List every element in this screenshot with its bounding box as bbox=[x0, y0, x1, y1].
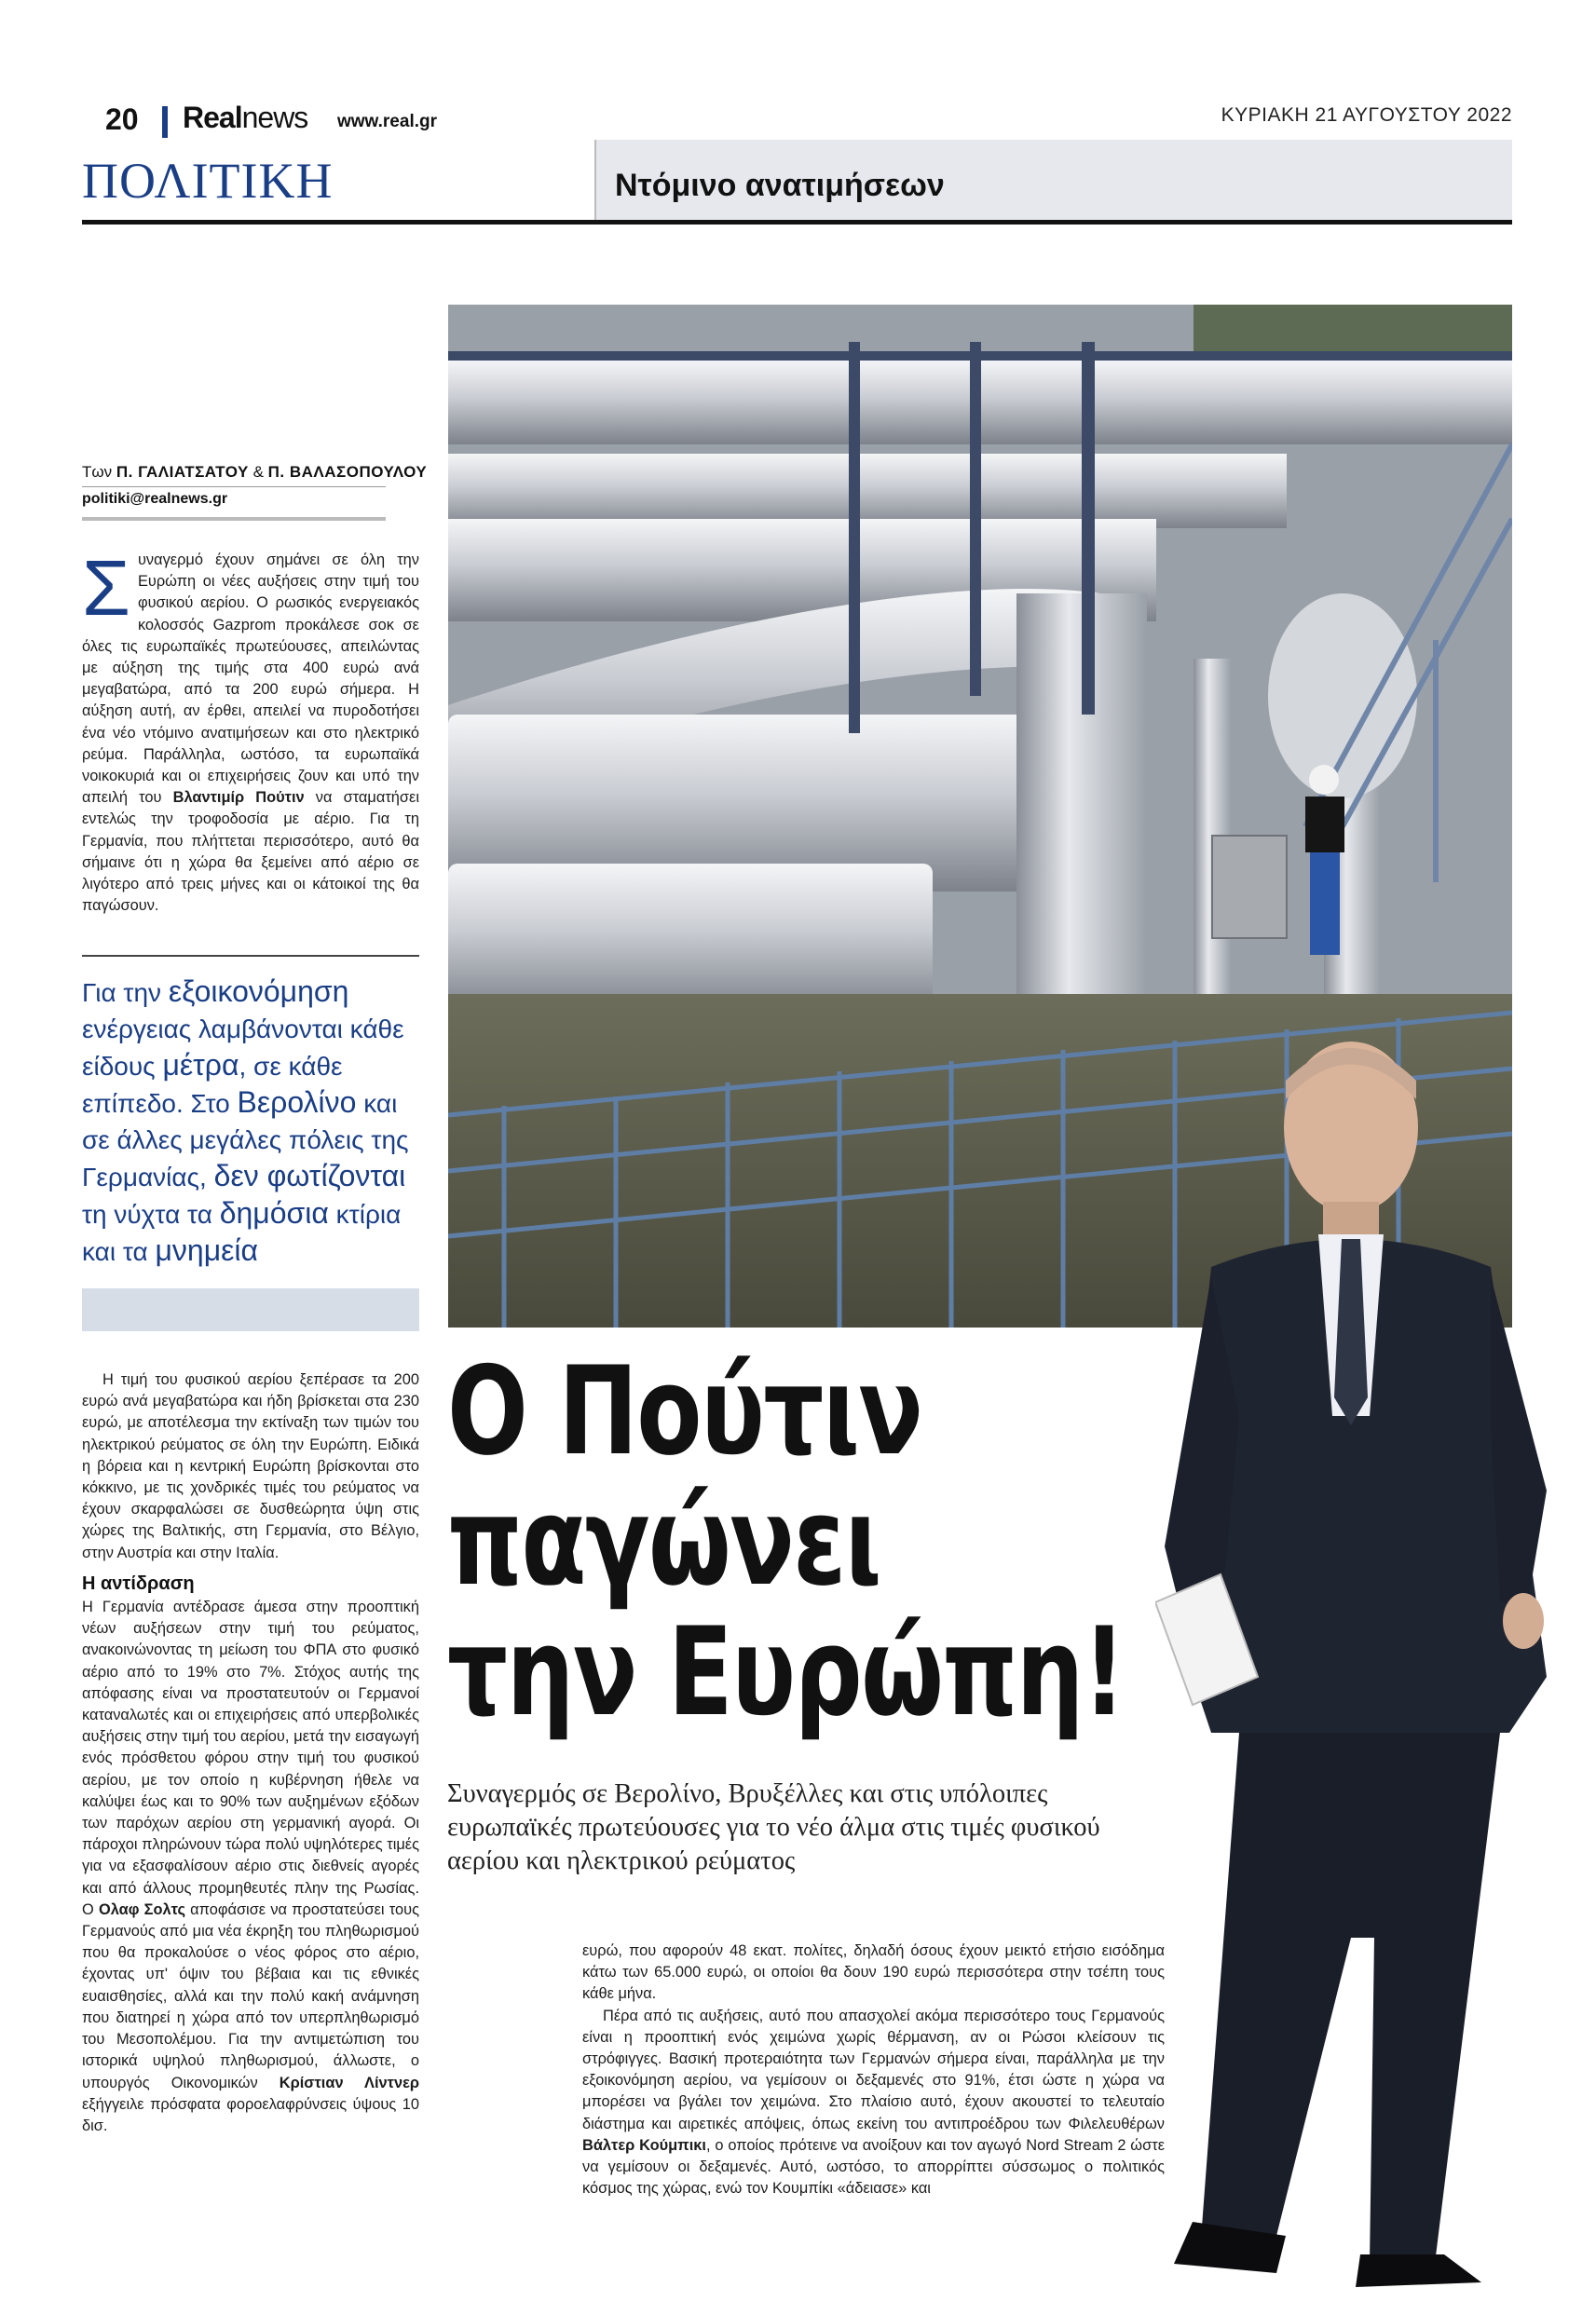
intro-text-b: να σταματήσει εντελώς την τροφοδοσία με αέριο. Για τη Γερμανία, που πλήττεται περισσότερο, αυτό θα σήμαινε ότι η χώρα θα ξεμείνει από αέριο σε λιγότερο από τρεις μήνες και οι κάτοικοί της θα παγώσουν. bbox=[82, 789, 419, 915]
headline bbox=[447, 1340, 1125, 1743]
paragraph-prices: Η τιμή του φυσικού αερίου ξεπέρασε τα 200 ευρώ ανά μεγαβατώρα και ήδη βρίσκεται στα 230 ευρώ, με αποτέλεσμα την εκτίναξη των τιμών του ηλεκτρικού ρεύματος σε όλη την Ευρώπη. Ειδικά η βόρεια και η κεντρική Ευρώπη βρίσκονται στο κόκκινο, με τις χονδρικές τιμές του ρεύματος να έχουν σκαρφαλώσει σε δυσθεώρητα ύψη στις χώρες της Βαλτικής, στη Γερμανία, στο Βέλγιο, στην Αυστρία και στην Ιταλία. bbox=[82, 1371, 419, 1561]
putin-photo bbox=[1155, 1025, 1575, 2310]
byline-prefix: Των bbox=[82, 463, 113, 481]
headline-deck: Συναγερμός σε Βερολίνο, Βρυξέλλες και στις υπόλοιπες ευρωπαϊκές πρωτεύουσες για το νέο άλμα στις τιμές φυσικού αερίου και ηλεκτρικού ρεύματος bbox=[447, 1779, 1100, 1875]
byline-author-1: Π. ΓΑΛΙΑΤΣΑΤΟΥ bbox=[116, 463, 249, 481]
issue-date: ΚΥΡΙΑΚΗ 21 ΑΥΓΟΥΣΤΟΥ 2022 bbox=[1221, 104, 1512, 126]
pullquote-emphasis: μνημεία bbox=[155, 1233, 259, 1267]
section-title: ΠΟΛΙΤΙΚΗ bbox=[82, 153, 334, 209]
pullquote-text: κτίρια και τα bbox=[82, 1200, 402, 1266]
headline-line-2: παγώνει bbox=[447, 1470, 880, 1613]
name-scholz: Ολαφ Σολτς bbox=[98, 1900, 185, 1918]
header-rule bbox=[82, 220, 1512, 225]
pullquote-text: ενέργειας λαμβάνονται κάθε είδους bbox=[82, 1015, 404, 1081]
byline-rule-thick bbox=[82, 517, 386, 521]
article-column-2 bbox=[582, 1941, 1165, 2199]
pullquote-emphasis: δεν φωτίζονται bbox=[213, 1159, 406, 1192]
paragraph-text: εξήγγειλε πρόσφατα φοροελαφρύνσεις ύψους 10 δισ. bbox=[82, 2095, 419, 2134]
paragraph-winter bbox=[582, 2006, 1165, 2200]
subheading-reaction: Η αντίδραση bbox=[82, 1573, 195, 1594]
headline-line-1: Ο Πούτιν bbox=[447, 1340, 922, 1482]
page-number: 20 bbox=[105, 102, 139, 136]
page-number-divider bbox=[162, 106, 168, 138]
pullquote-emphasis: δημόσια bbox=[219, 1196, 329, 1230]
name-lindner: Κρίστιαν Λίντνερ bbox=[279, 2074, 419, 2091]
name-kubicki: Βάλτερ Κούμπικι bbox=[582, 2136, 706, 2154]
brand-url: www.real.gr bbox=[337, 112, 437, 131]
pullquote-emphasis: εξοικονόμηση bbox=[168, 974, 349, 1008]
byline-rule bbox=[82, 486, 386, 487]
byline-email: politiki@realnews.gr bbox=[82, 491, 228, 507]
topic-divider bbox=[594, 140, 596, 222]
brand-logo bbox=[183, 101, 307, 135]
topic-title: Ντόμινο ανατιμήσεων bbox=[615, 168, 945, 203]
paragraph-text: αποφάσισε να προστατεύσει τους Γερμανούς από μια νέα έκρηξη του πληθωρισμού που θα προκαλούσε ο νέος φόρος στο αέριο, έχοντας υπ' όψιν του βέβαια και τις εθνικές ευαισθησίες, αλλά και την πολύ κακή ανάμνηση που διατηρεί η χώρα από τον υπερπληθωρισμό του Μεσοπολέμου. Για την αντιμετώπιση του ιστορικά υψηλού πληθωρισμού, άλλωστε, ο υπουργός Οικονομικών bbox=[82, 1900, 419, 2091]
article-column-1 bbox=[82, 1369, 419, 2137]
intro-name-putin: Βλαντιμίρ Πούτιν bbox=[172, 789, 305, 807]
drop-cap: Σ bbox=[82, 544, 130, 632]
brand-logo-regular: news bbox=[241, 101, 308, 134]
pullquote-rule bbox=[82, 955, 419, 957]
pullquote-text: Για την bbox=[82, 978, 169, 1007]
headline-line-3: την Ευρώπη! bbox=[447, 1600, 1125, 1743]
pullquote-bar bbox=[82, 1288, 419, 1331]
pullquote-emphasis: μέτρα bbox=[162, 1048, 239, 1082]
pullquote-emphasis: Βερολίνο bbox=[237, 1085, 357, 1119]
brand-logo-bold: Real bbox=[183, 101, 242, 134]
byline-author-2: Π. ΒΑΛΑΣΟΠΟΥΛΟΥ bbox=[267, 463, 428, 481]
paragraph-text: , ο οποίος πρότεινε να ανοίξουν και τον αγωγό Nord Stream 2 ώστε να γεμίσουν οι δεξαμενές. Αυτό, ωστόσο, το απορρίπτει σύσσωμος ο πολιτικός κόσμος της χώρας, ενώ τον Κουμπίκι «άδειασε» και bbox=[582, 2136, 1166, 2198]
pullquote-text: και σε άλλες μεγάλες πόλεις της Γερμανίας, bbox=[82, 1089, 409, 1192]
paragraph-text: Η Γερμανία αντέδρασε άμεσα στην προοπτική νέων αυξήσεων στην τιμή του ρεύματος, ανακοινώνοντας τη μείωση του ΦΠΑ στο φυσικό αέριο από το 19% στο 7%. Στόχος αυτής της απόφασης είναι να προστατευτούν οι Γερμανοί καταναλωτές και οι επιχειρήσεις από υπερβολικές αυξήσεις στην τιμή του αερίου, μετά την εισαγωγή ενός πρόσθετου φόρου στην τιμή του φυσικού αερίου, με τον οποίο η κυβέρνηση ήθελε να καλύψει έως και το 90% των αυξημένων εξόδων των παρόχων αερίου στη γερμανική αγορά. Οι πάροχοι πληρώνουν τώρα πολύ υψηλότερες τιμές για να εξασφαλίσουν αέριο στις διεθνείς αγορές και από άλλους προμηθευτές πλην της Ρωσίας. Ο bbox=[82, 1599, 419, 1918]
paragraph-reaction bbox=[82, 1597, 419, 2137]
pullquote bbox=[82, 974, 419, 1270]
intro-text-a: υναγερμό έχουν σημάνει σε όλη την Ευρώπη οι νέες αυξήσεις στην τιμή του φυσικού αερίου. Ο ρωσικός ενεργειακός κολοσσός Gazprom προκάλεσε σοκ σε όλες τις ευρωπαϊκές πρωτεύουσες, απειλώντας με αύξηση της τιμής στα 400 ευρώ ανά μεγαβατώρα, από τα 200 ευρώ σήμερα. Η αύξηση αυτή, αν έρθει, απειλεί να πυροδοτήσει ένα νέο ντόμινο ανατιμήσεων και στο ηλεκτρικό ρεύμα. Παράλληλα, ωστόσο, τα ευρωπαϊκά νοικοκυριά και οι επιχειρήσεις ζουν και υπό την απειλή του bbox=[82, 552, 419, 807]
paragraph-text: Πέρα από τις αυξήσεις, αυτό που απασχολεί ακόμα περισσότερο τους Γερμανούς είναι η προοπτική ενός χειμώνα χωρίς θέρμανση, αν οι Ρώσοι κλείσουν τις στρόφιγγες. Βασική προτεραιότητα των Γερμανών σήμερα είναι, παράλληλα με την εξοικονόμηση αερίου, να γεμίσουν οι δεξαμενές στο 91%, έτσι ώστε η χώρα να μπορέσει να βγάλει τον χειμώνα. Στο πλαίσιο αυτό, έχουν ακουστεί το τελευταίο διάστημα και αιρετικές απόψεις, όπως εκείνη του αντιπροέδρου των Φιλελευθέρων bbox=[582, 2007, 1165, 2132]
article-intro bbox=[82, 544, 419, 917]
pullquote-text: τη νύχτα τα bbox=[82, 1200, 220, 1229]
paragraph-tax-relief: ευρώ, που αφορούν 48 εκατ. πολίτες, δηλαδή όσους έχουν μεικτό ετήσιο εισόδημα κάτω των 65.000 ευρώ, οι οποίοι θα δουν 190 ευρώ περισσότερα στην τσέπη τους κάθε μήνα. bbox=[582, 1942, 1165, 2003]
byline bbox=[82, 463, 427, 482]
pullquote-text: , σε κάθε επίπεδο. Στο bbox=[82, 1052, 343, 1118]
byline-amp: & bbox=[252, 463, 264, 481]
